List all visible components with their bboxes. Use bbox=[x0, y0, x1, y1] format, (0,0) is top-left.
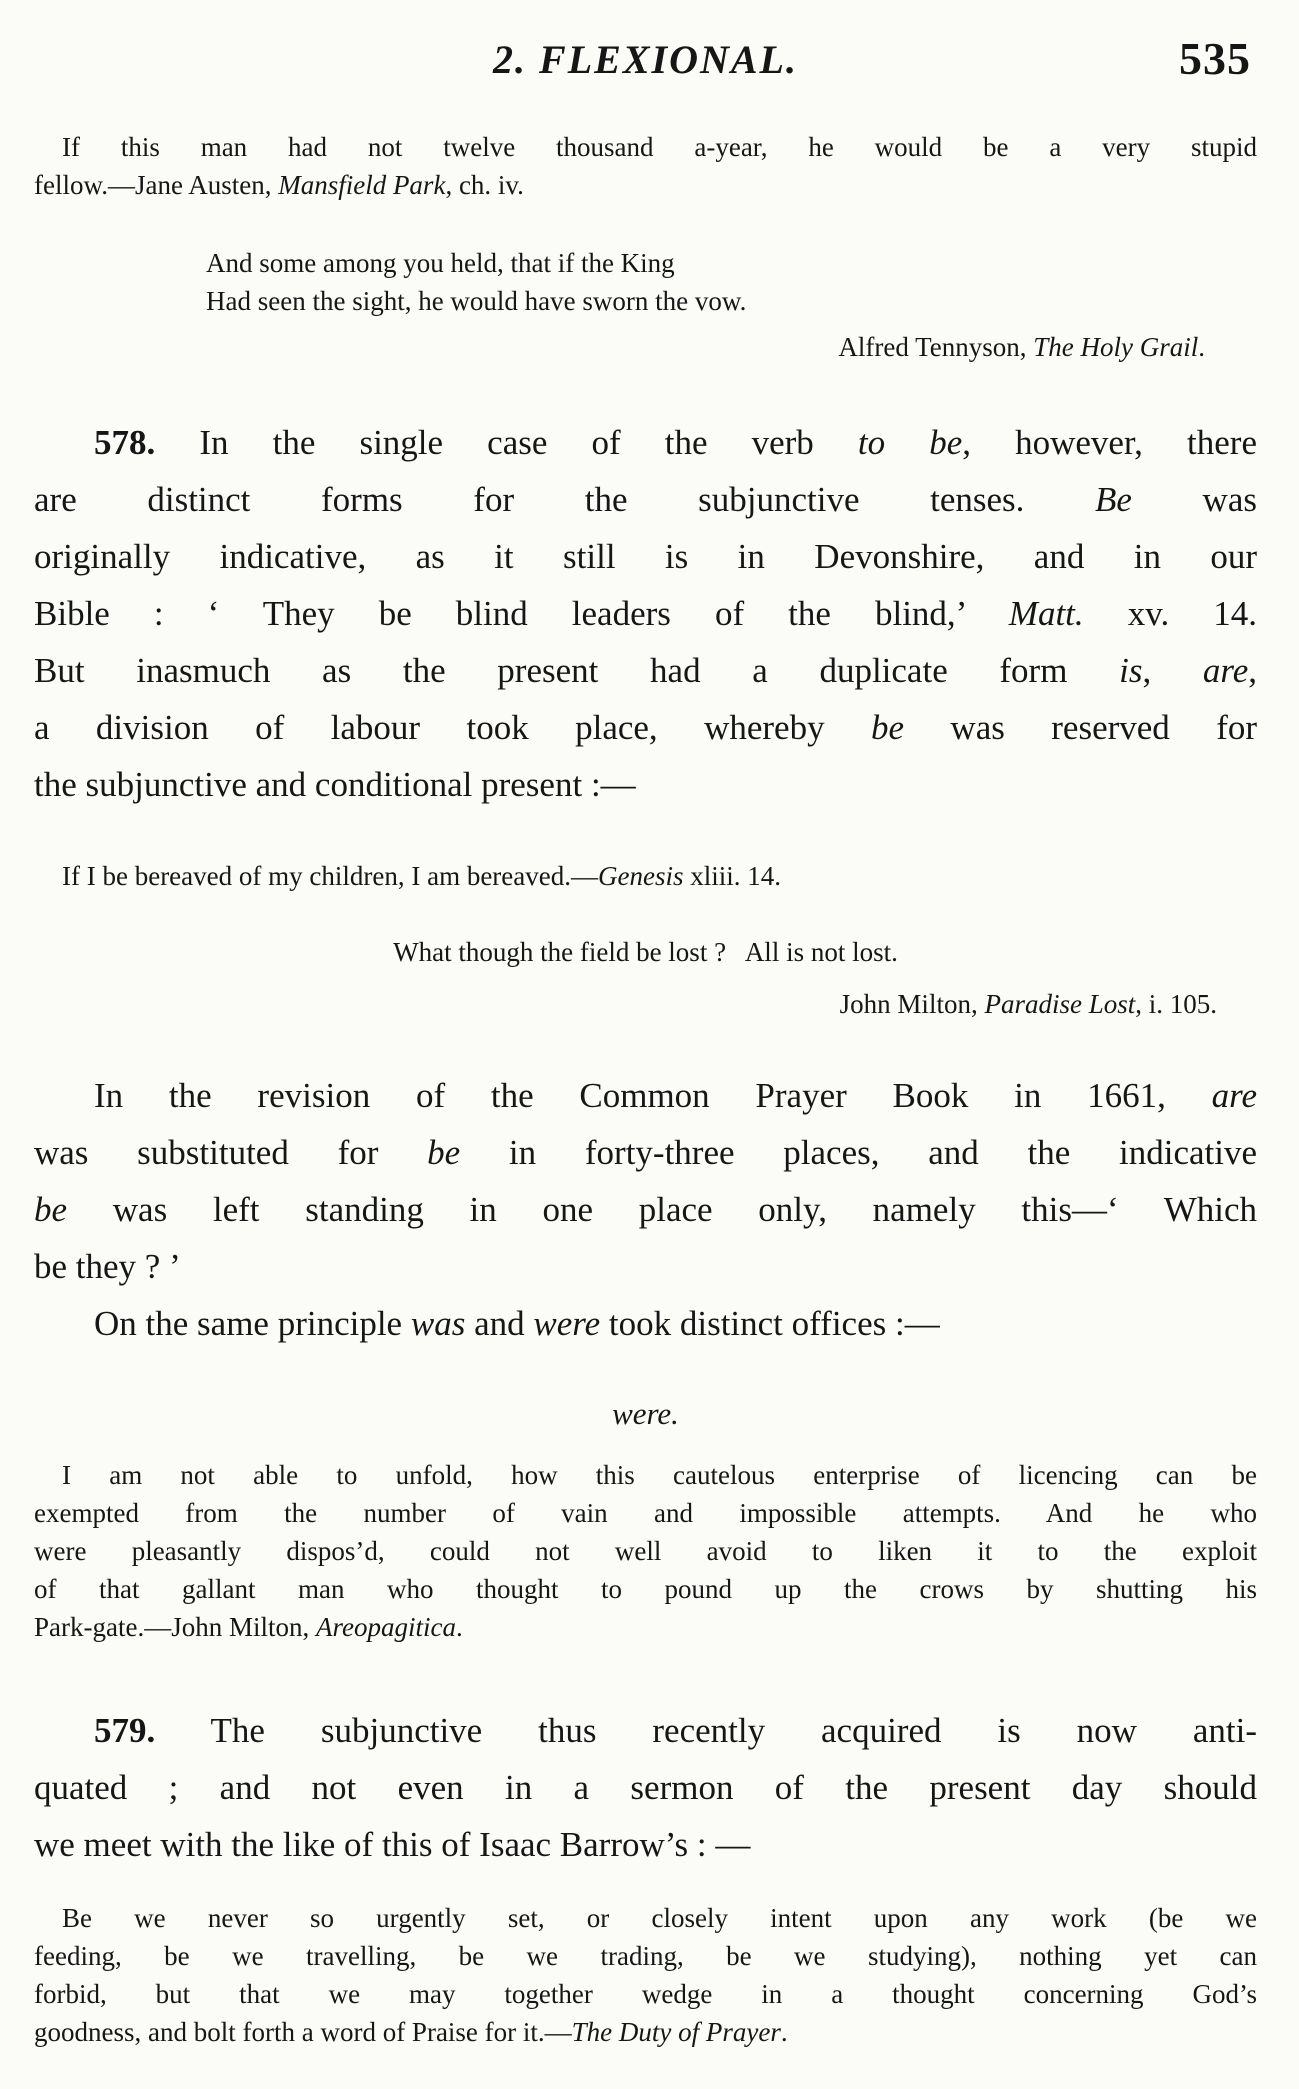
text-line: Be we never so urgently set, or closely intent upon any work (be we bbox=[62, 1903, 1257, 1933]
text-line: In the revision of the Common Prayer Book in 1661, are bbox=[94, 1076, 1257, 1115]
text-line: I am not able to unfold, how this cautelous enterprise of licencing can be bbox=[62, 1460, 1257, 1490]
running-head bbox=[34, 33, 1257, 98]
text-line: forbid, but that we may together wedge in a thought concerning God’s bbox=[34, 1979, 1257, 2009]
heading-text: were. bbox=[612, 1396, 679, 1431]
verse-milton bbox=[34, 933, 1257, 1023]
attribution-milton: John Milton, Paradise Lost, i. 105. bbox=[839, 989, 1217, 1019]
verse-line: What though the field be lost ? All is not lost. bbox=[393, 937, 898, 967]
text-line: are distinct forms for the subjunctive tenses. Be was bbox=[34, 480, 1257, 519]
text-line: be they ? ’ bbox=[34, 1247, 181, 1286]
verse-tennyson bbox=[34, 244, 1257, 366]
quote-genesis bbox=[34, 857, 1257, 895]
text-line: On the same principle was and were took distinct offices :— bbox=[94, 1304, 940, 1343]
verse-line: And some among you held, that if the King bbox=[206, 248, 675, 278]
paragraph-578 bbox=[34, 414, 1257, 813]
text-line: goodness, and bolt forth a word of Praise for it.—The Duty of Prayer. bbox=[34, 2017, 788, 2047]
text-line: feeding, be we travelling, be we trading, be we studying), nothing yet can bbox=[34, 1941, 1257, 1971]
text-line: 579. The subjunctive thus recently acquired is now anti- bbox=[94, 1711, 1257, 1750]
attribution-tennyson: Alfred Tennyson, The Holy Grail. bbox=[838, 332, 1205, 362]
text-line: a division of labour took place, whereby be was reserved for bbox=[34, 708, 1257, 747]
text-line: of that gallant man who thought to pound up the crows by shutting his bbox=[34, 1574, 1257, 1604]
text-line: If I be bereaved of my children, I am bereaved.—Genesis xliii. 14. bbox=[62, 861, 781, 891]
quote-areopagitica bbox=[34, 1456, 1257, 1646]
text-line: quated ; and not even in a sermon of the present day should bbox=[34, 1768, 1257, 1807]
text-line: be was left standing in one place only, namely this—‘ Which bbox=[34, 1190, 1257, 1229]
text-line: we meet with the like of this of Isaac Barrow’s : — bbox=[34, 1825, 751, 1864]
paragraph-579 bbox=[34, 1702, 1257, 1873]
text-line: But inasmuch as the present had a duplicate form is, are, bbox=[34, 651, 1257, 690]
text-line: the subjunctive and conditional present :— bbox=[34, 765, 636, 804]
text-line: was substituted for be in forty-three places, and the indicative bbox=[34, 1133, 1257, 1172]
page-number: 535 bbox=[1179, 33, 1251, 84]
verse-line: Had seen the sight, he would have sworn the vow. bbox=[206, 286, 747, 316]
text-line: Park-gate.—John Milton, Areopagitica. bbox=[34, 1612, 463, 1642]
text-line: were pleasantly dispos’d, could not well avoid to liken it to the exploit bbox=[34, 1536, 1257, 1566]
text-line: If this man had not twelve thousand a-year, he would be a very stupid bbox=[62, 132, 1257, 162]
text-line: originally indicative, as it still is in Devonshire, and in our bbox=[34, 537, 1257, 576]
paragraph-principle bbox=[34, 1295, 1257, 1352]
text-line: exempted from the number of vain and impossible attempts. And he who bbox=[34, 1498, 1257, 1528]
quote-barrow bbox=[34, 1899, 1257, 2051]
quote-austen bbox=[34, 128, 1257, 204]
heading-were bbox=[34, 1392, 1257, 1436]
paragraph-prayer-book bbox=[34, 1067, 1257, 1295]
text-line: 578. In the single case of the verb to be, however, there bbox=[94, 423, 1257, 462]
section-title: 2. FLEXIONAL. bbox=[493, 37, 798, 82]
text-line: Bible : ‘ They be blind leaders of the blind,’ Matt. xv. 14. bbox=[34, 594, 1257, 633]
text-line: fellow.—Jane Austen, Mansfield Park, ch. iv. bbox=[34, 170, 524, 200]
